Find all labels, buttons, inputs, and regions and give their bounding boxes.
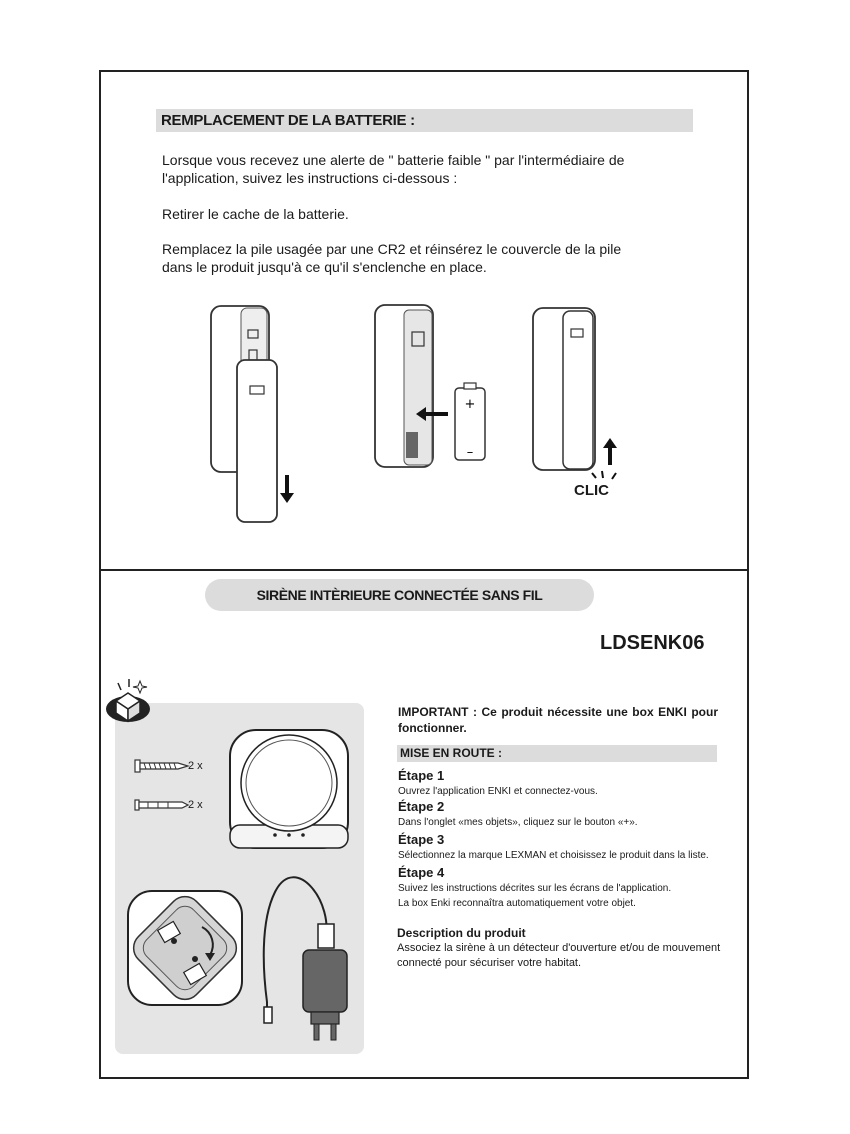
power-adapter-icon [255, 862, 355, 1052]
step-4 [398, 865, 738, 911]
step-text-extra: La box Enki reconnaîtra automatiquement votre objet. [398, 898, 636, 909]
arrow-down-icon [280, 475, 294, 503]
open-box-icon [104, 675, 154, 725]
remove-cover-illustration [205, 300, 305, 530]
product-title: SIRÈNE INTÈRIEURE CONNECTÉE SANS FIL [205, 579, 594, 611]
anchors-quantity: 2 x [188, 799, 203, 811]
clic-label: CLIC [574, 482, 609, 499]
step-3 [398, 832, 738, 863]
battery-intro-text: Lorsque vous recevez une alerte de " batterie faible " par l'intermédiaire de l'application, suivez les instructions ci-dessous : [162, 152, 625, 186]
step-title: Étape 1 [398, 768, 445, 783]
step-1 [398, 768, 738, 799]
battery-plus-label: + [464, 397, 476, 412]
description-title: Description du produit [397, 926, 526, 940]
cover-clicked-illustration [530, 305, 640, 480]
insert-battery-illustration [372, 302, 502, 472]
screws-quantity: 2 x [188, 760, 203, 772]
setup-heading: MISE EN ROUTE : [397, 745, 717, 762]
step-text: Suivez les instructions décrites sur les écrans de l'application. [398, 883, 672, 894]
step-title: Étape 3 [398, 832, 445, 847]
step-title: Étape 4 [398, 865, 445, 880]
description-text: Associez la sirène à un détecteur d'ouverture et/ou de mouvement connecté pour sécuriser votre habitat. [397, 942, 721, 969]
battery-section-heading: REMPLACEMENT DE LA BATTERIE : [156, 109, 693, 132]
screw-icon [134, 758, 190, 774]
important-note: IMPORTANT : Ce produit nécessite une box ENKI pour fonctionner. [398, 705, 718, 735]
step-title: Étape 2 [398, 799, 445, 814]
battery-minus-label: – [466, 445, 474, 460]
arrow-up-icon [603, 438, 617, 465]
model-number: LDSENK06 [600, 632, 705, 654]
wall-plug-icon [134, 798, 190, 812]
step-2 [398, 799, 738, 830]
siren-device-image [225, 725, 355, 855]
step-text: Ouvrez l'application ENKI et connectez-vous. [398, 786, 598, 797]
step-text: Dans l'onglet «mes objets», cliquez sur le bouton «+». [398, 817, 638, 828]
adhesive-pad-image [120, 883, 250, 1013]
battery-replace-text: Remplacez la pile usagée par une CR2 et réinsérez le couvercle de la pile dans le produit jusqu'à ce qu'il s'enclenche en place. [162, 241, 622, 275]
battery-remove-text: Retirer le cache de la batterie. [162, 206, 349, 222]
step-text: Sélectionnez la marque LEXMAN et choisissez le produit dans la liste. [398, 850, 709, 861]
